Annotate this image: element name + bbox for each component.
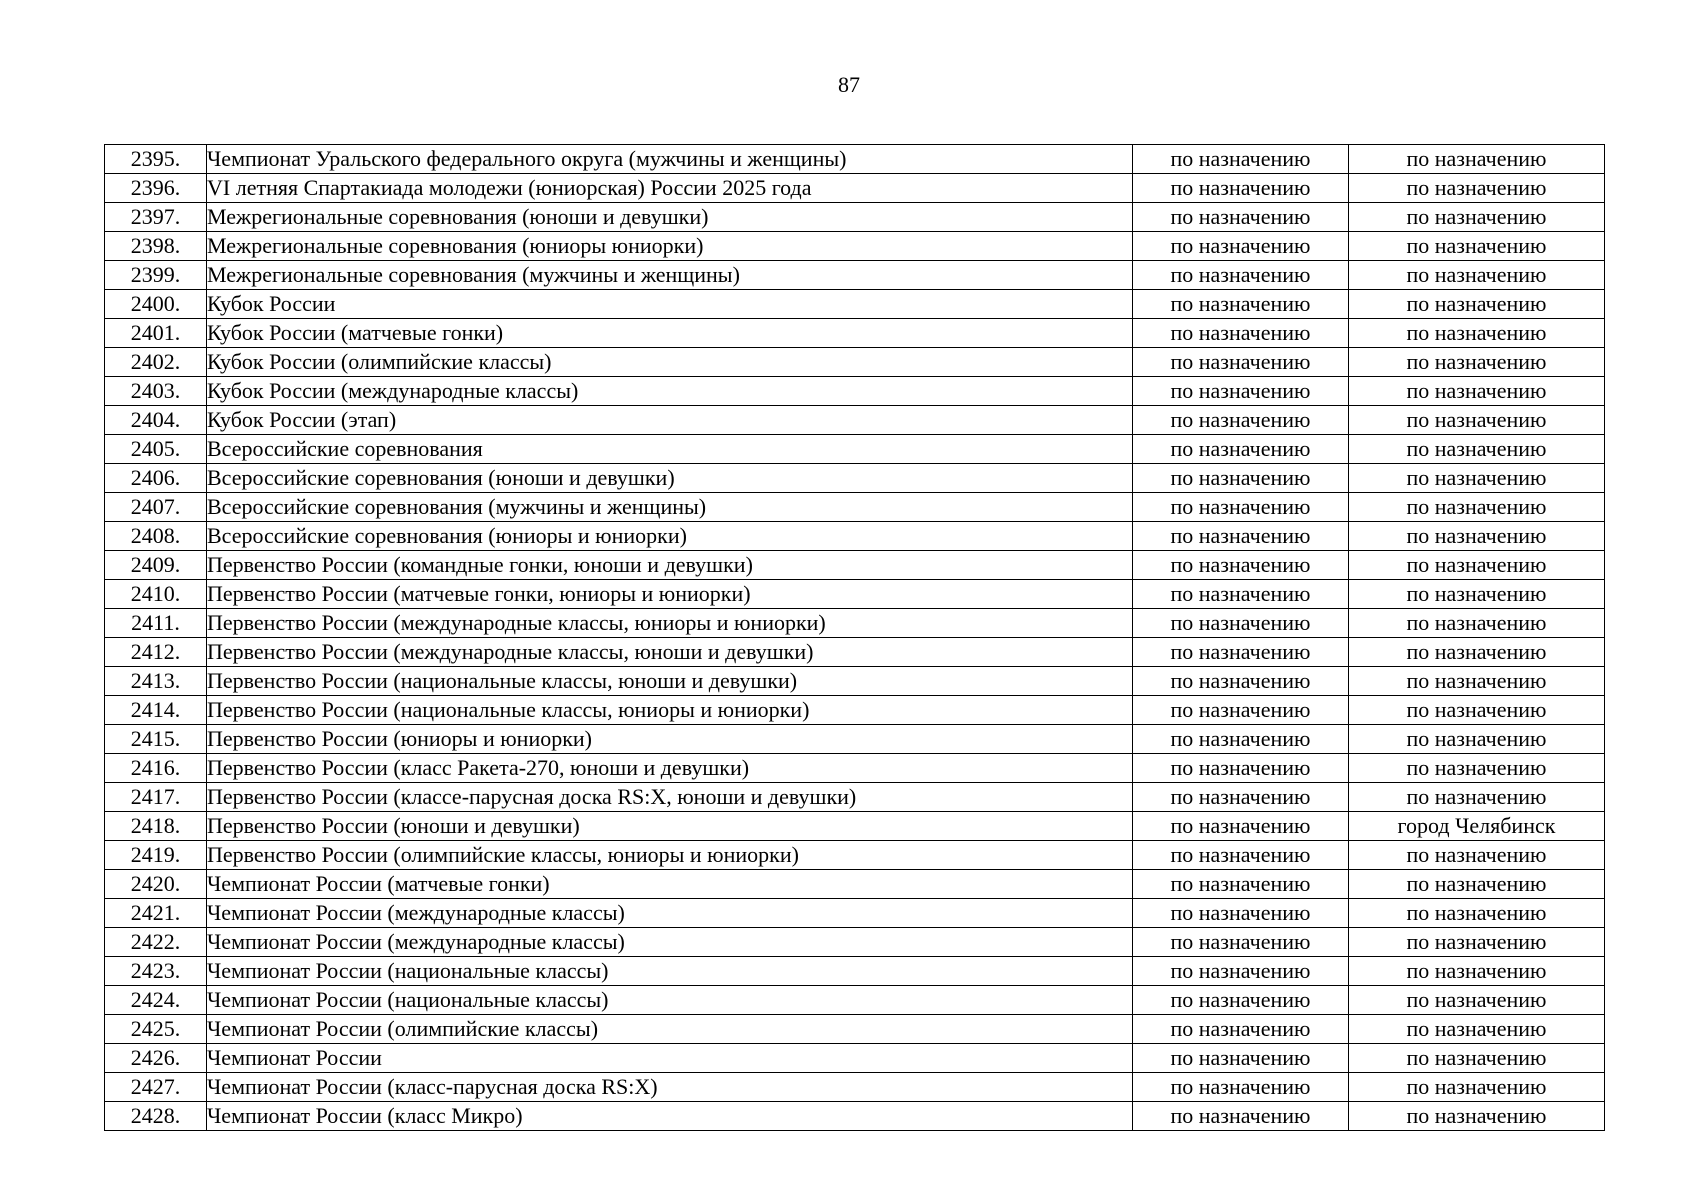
- row-number-cell: 2406.: [105, 464, 207, 493]
- event-place-cell: по назначению: [1349, 203, 1605, 232]
- event-place-cell: по назначению: [1349, 1102, 1605, 1131]
- row-number-cell: 2409.: [105, 551, 207, 580]
- event-place-cell: по назначению: [1349, 406, 1605, 435]
- row-number-cell: 2416.: [105, 754, 207, 783]
- event-place-cell: по назначению: [1349, 725, 1605, 754]
- row-number-cell: 2404.: [105, 406, 207, 435]
- table-row: [105, 928, 1605, 957]
- event-name-cell: Первенство России (юноши и девушки): [207, 812, 1133, 841]
- row-number-cell: 2426.: [105, 1044, 207, 1073]
- event-name-cell: Межрегиональные соревнования (юноши и девушки): [207, 203, 1133, 232]
- row-number-cell: 2402.: [105, 348, 207, 377]
- table-row: [105, 1044, 1605, 1073]
- event-place-cell: по назначению: [1349, 957, 1605, 986]
- event-name-cell: Чемпионат России (международные классы): [207, 928, 1133, 957]
- event-level-cell: по назначению: [1133, 696, 1349, 725]
- event-name-cell: Чемпионат России (национальные классы): [207, 957, 1133, 986]
- table-row: [105, 1073, 1605, 1102]
- event-name-cell: Первенство России (класс Ракета-270, юноши и девушки): [207, 754, 1133, 783]
- row-number-cell: 2395.: [105, 145, 207, 174]
- table-row: [105, 1015, 1605, 1044]
- event-name-cell: Первенство России (матчевые гонки, юниоры и юниорки): [207, 580, 1133, 609]
- row-number-cell: 2427.: [105, 1073, 207, 1102]
- event-level-cell: по назначению: [1133, 667, 1349, 696]
- event-place-cell: по назначению: [1349, 870, 1605, 899]
- event-level-cell: по назначению: [1133, 609, 1349, 638]
- event-level-cell: по назначению: [1133, 145, 1349, 174]
- event-place-cell: по назначению: [1349, 754, 1605, 783]
- table-row: [105, 203, 1605, 232]
- row-number-cell: 2418.: [105, 812, 207, 841]
- event-place-cell: по назначению: [1349, 522, 1605, 551]
- event-place-cell: по назначению: [1349, 290, 1605, 319]
- event-place-cell: по назначению: [1349, 638, 1605, 667]
- table-row: [105, 783, 1605, 812]
- event-level-cell: по назначению: [1133, 406, 1349, 435]
- event-level-cell: по назначению: [1133, 957, 1349, 986]
- event-place-cell: по назначению: [1349, 667, 1605, 696]
- table-row: [105, 870, 1605, 899]
- table-row: [105, 522, 1605, 551]
- table-row: [105, 232, 1605, 261]
- event-place-cell: по назначению: [1349, 580, 1605, 609]
- event-level-cell: по назначению: [1133, 348, 1349, 377]
- table-row: [105, 1102, 1605, 1131]
- event-name-cell: Всероссийские соревнования (мужчины и женщины): [207, 493, 1133, 522]
- event-name-cell: Чемпионат России (класс-парусная доска RS:X): [207, 1073, 1133, 1102]
- event-level-cell: по назначению: [1133, 493, 1349, 522]
- event-level-cell: по назначению: [1133, 435, 1349, 464]
- event-place-cell: по назначению: [1349, 493, 1605, 522]
- table-row: [105, 841, 1605, 870]
- event-level-cell: по назначению: [1133, 551, 1349, 580]
- event-place-cell: по назначению: [1349, 348, 1605, 377]
- row-number-cell: 2414.: [105, 696, 207, 725]
- event-level-cell: по назначению: [1133, 174, 1349, 203]
- event-level-cell: по назначению: [1133, 464, 1349, 493]
- event-name-cell: Чемпионат России (класс Микро): [207, 1102, 1133, 1131]
- row-number-cell: 2407.: [105, 493, 207, 522]
- event-place-cell: по назначению: [1349, 1073, 1605, 1102]
- event-name-cell: VI летняя Спартакиада молодежи (юниорская) России 2025 года: [207, 174, 1133, 203]
- event-level-cell: по назначению: [1133, 203, 1349, 232]
- row-number-cell: 2405.: [105, 435, 207, 464]
- event-name-cell: Межрегиональные соревнования (мужчины и женщины): [207, 261, 1133, 290]
- page-number: 87: [838, 72, 860, 97]
- row-number-cell: 2412.: [105, 638, 207, 667]
- table-row: [105, 754, 1605, 783]
- table-row: [105, 638, 1605, 667]
- event-level-cell: по назначению: [1133, 870, 1349, 899]
- row-number-cell: 2417.: [105, 783, 207, 812]
- table-row: [105, 551, 1605, 580]
- row-number-cell: 2421.: [105, 899, 207, 928]
- row-number-cell: 2424.: [105, 986, 207, 1015]
- event-name-cell: Чемпионат России: [207, 1044, 1133, 1073]
- event-place-cell: по назначению: [1349, 609, 1605, 638]
- row-number-cell: 2425.: [105, 1015, 207, 1044]
- event-name-cell: Первенство России (олимпийские классы, юниоры и юниорки): [207, 841, 1133, 870]
- event-name-cell: Межрегиональные соревнования (юниоры юниорки): [207, 232, 1133, 261]
- row-number-cell: 2397.: [105, 203, 207, 232]
- table-row: [105, 145, 1605, 174]
- event-name-cell: Первенство России (международные классы, юниоры и юниорки): [207, 609, 1133, 638]
- table-row: [105, 725, 1605, 754]
- event-level-cell: по назначению: [1133, 928, 1349, 957]
- row-number-cell: 2400.: [105, 290, 207, 319]
- event-level-cell: по назначению: [1133, 522, 1349, 551]
- event-name-cell: Кубок России: [207, 290, 1133, 319]
- event-place-cell: по назначению: [1349, 145, 1605, 174]
- event-place-cell: по назначению: [1349, 174, 1605, 203]
- event-name-cell: Чемпионат России (матчевые гонки): [207, 870, 1133, 899]
- table-row: [105, 319, 1605, 348]
- event-level-cell: по назначению: [1133, 1044, 1349, 1073]
- event-level-cell: по назначению: [1133, 841, 1349, 870]
- event-level-cell: по назначению: [1133, 725, 1349, 754]
- event-name-cell: Кубок России (международные классы): [207, 377, 1133, 406]
- row-number-cell: 2403.: [105, 377, 207, 406]
- event-place-cell: по назначению: [1349, 899, 1605, 928]
- row-number-cell: 2422.: [105, 928, 207, 957]
- table-row: [105, 435, 1605, 464]
- event-place-cell: по назначению: [1349, 1044, 1605, 1073]
- event-level-cell: по назначению: [1133, 1015, 1349, 1044]
- event-name-cell: Кубок России (олимпийские классы): [207, 348, 1133, 377]
- event-level-cell: по назначению: [1133, 1073, 1349, 1102]
- table-row: [105, 406, 1605, 435]
- event-level-cell: по назначению: [1133, 754, 1349, 783]
- events-table: [104, 144, 1605, 1131]
- event-place-cell: по назначению: [1349, 928, 1605, 957]
- event-name-cell: Первенство России (национальные классы, юниоры и юниорки): [207, 696, 1133, 725]
- table-row: [105, 348, 1605, 377]
- event-name-cell: Кубок России (матчевые гонки): [207, 319, 1133, 348]
- table-row: [105, 174, 1605, 203]
- event-name-cell: Чемпионат России (олимпийские классы): [207, 1015, 1133, 1044]
- event-name-cell: Первенство России (командные гонки, юноши и девушки): [207, 551, 1133, 580]
- event-place-cell: по назначению: [1349, 261, 1605, 290]
- event-name-cell: Первенство России (юниоры и юниорки): [207, 725, 1133, 754]
- event-place-cell: по назначению: [1349, 696, 1605, 725]
- event-place-cell: по назначению: [1349, 986, 1605, 1015]
- event-place-cell: по назначению: [1349, 435, 1605, 464]
- event-level-cell: по назначению: [1133, 377, 1349, 406]
- table-row: [105, 986, 1605, 1015]
- event-level-cell: по назначению: [1133, 290, 1349, 319]
- event-name-cell: Первенство России (международные классы, юноши и девушки): [207, 638, 1133, 667]
- event-name-cell: Первенство России (классе-парусная доска RS:X, юноши и девушки): [207, 783, 1133, 812]
- table-row: [105, 609, 1605, 638]
- event-place-cell: по назначению: [1349, 783, 1605, 812]
- event-place-cell: по назначению: [1349, 232, 1605, 261]
- event-place-cell: город Челябинск: [1349, 812, 1605, 841]
- table-row: [105, 377, 1605, 406]
- row-number-cell: 2410.: [105, 580, 207, 609]
- event-name-cell: Чемпионат России (международные классы): [207, 899, 1133, 928]
- table-row: [105, 899, 1605, 928]
- events-table-body: [105, 145, 1605, 1131]
- event-name-cell: Чемпионат Уральского федерального округа (мужчины и женщины): [207, 145, 1133, 174]
- table-row: [105, 667, 1605, 696]
- table-row: [105, 493, 1605, 522]
- row-number-cell: 2420.: [105, 870, 207, 899]
- row-number-cell: 2398.: [105, 232, 207, 261]
- event-name-cell: Кубок России (этап): [207, 406, 1133, 435]
- row-number-cell: 2413.: [105, 667, 207, 696]
- event-place-cell: по назначению: [1349, 841, 1605, 870]
- table-row: [105, 464, 1605, 493]
- event-level-cell: по назначению: [1133, 638, 1349, 667]
- row-number-cell: 2401.: [105, 319, 207, 348]
- event-name-cell: Первенство России (национальные классы, юноши и девушки): [207, 667, 1133, 696]
- row-number-cell: 2419.: [105, 841, 207, 870]
- row-number-cell: 2411.: [105, 609, 207, 638]
- row-number-cell: 2423.: [105, 957, 207, 986]
- event-place-cell: по назначению: [1349, 551, 1605, 580]
- row-number-cell: 2428.: [105, 1102, 207, 1131]
- event-level-cell: по назначению: [1133, 783, 1349, 812]
- event-level-cell: по назначению: [1133, 580, 1349, 609]
- event-level-cell: по назначению: [1133, 812, 1349, 841]
- event-level-cell: по назначению: [1133, 319, 1349, 348]
- event-level-cell: по назначению: [1133, 261, 1349, 290]
- table-row: [105, 812, 1605, 841]
- event-level-cell: по назначению: [1133, 899, 1349, 928]
- row-number-cell: 2408.: [105, 522, 207, 551]
- table-row: [105, 261, 1605, 290]
- event-name-cell: Чемпионат России (национальные классы): [207, 986, 1133, 1015]
- row-number-cell: 2415.: [105, 725, 207, 754]
- table-row: [105, 696, 1605, 725]
- event-name-cell: Всероссийские соревнования: [207, 435, 1133, 464]
- event-level-cell: по назначению: [1133, 1102, 1349, 1131]
- event-name-cell: Всероссийские соревнования (юниоры и юниорки): [207, 522, 1133, 551]
- event-place-cell: по назначению: [1349, 319, 1605, 348]
- event-level-cell: по назначению: [1133, 986, 1349, 1015]
- row-number-cell: 2399.: [105, 261, 207, 290]
- event-place-cell: по назначению: [1349, 1015, 1605, 1044]
- table-row: [105, 290, 1605, 319]
- event-level-cell: по назначению: [1133, 232, 1349, 261]
- row-number-cell: 2396.: [105, 174, 207, 203]
- table-row: [105, 580, 1605, 609]
- table-row: [105, 957, 1605, 986]
- event-name-cell: Всероссийские соревнования (юноши и девушки): [207, 464, 1133, 493]
- event-place-cell: по назначению: [1349, 377, 1605, 406]
- event-place-cell: по назначению: [1349, 464, 1605, 493]
